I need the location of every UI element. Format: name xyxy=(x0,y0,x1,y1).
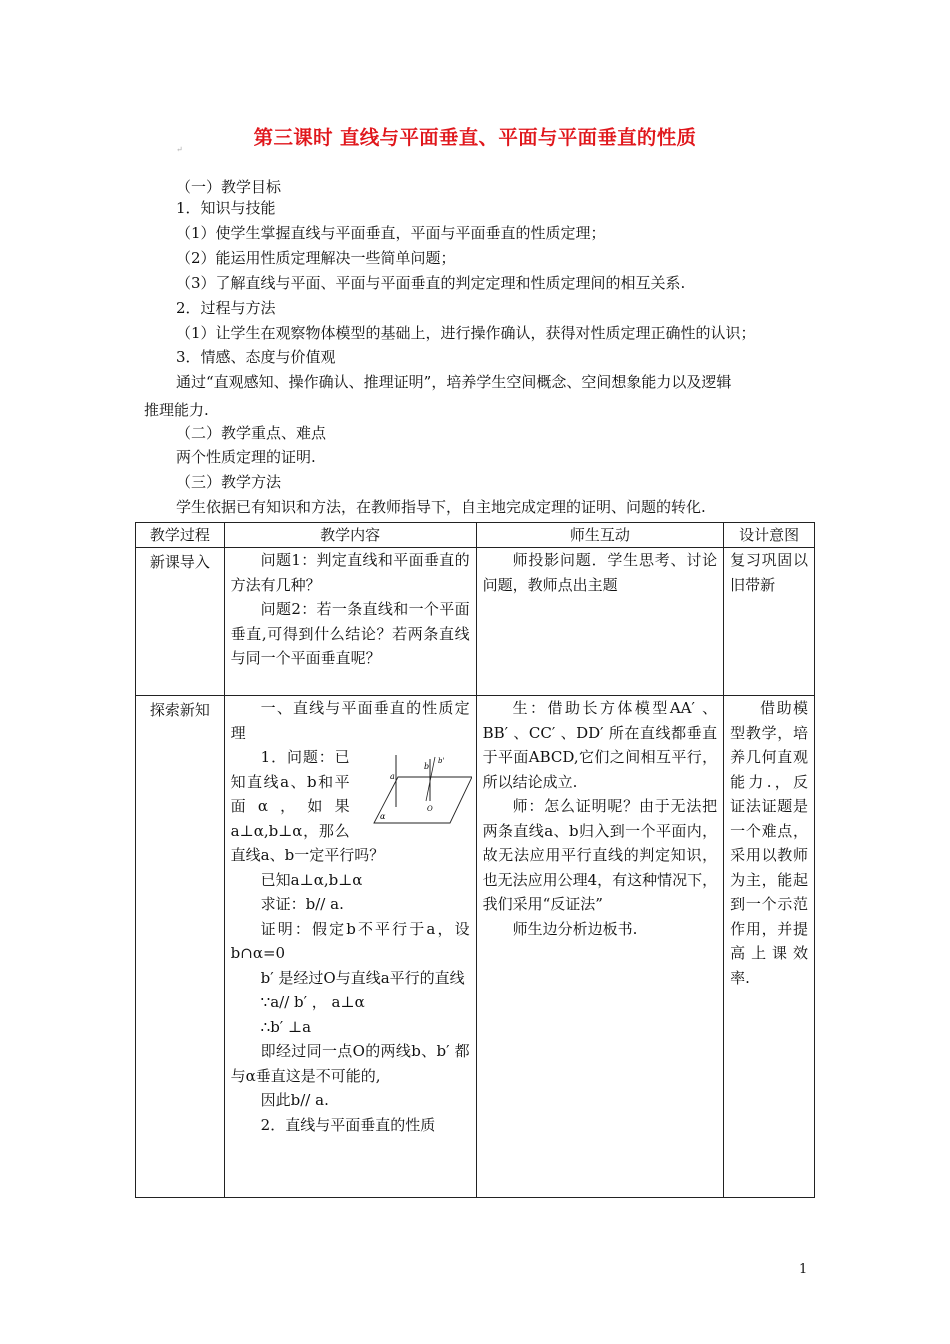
header-interaction: 师生互动 xyxy=(476,523,724,548)
section-heading: 一、直线与平面垂直的性质定理 xyxy=(230,699,470,742)
next-section: 2．直线与平面垂直的性质 xyxy=(260,1115,436,1134)
intent-cell xyxy=(724,696,815,1198)
table-header-row xyxy=(136,523,815,548)
intent-text: 复习巩固以旧带新 xyxy=(730,551,808,594)
table-row xyxy=(136,696,815,1198)
proof-because: ∵a// b′ ， a⊥α xyxy=(260,993,365,1011)
problem-statement: 1．问题：已知直线a、b和平面α，如果a⊥α,b⊥α，那么直线a、b一定平行吗？ xyxy=(230,748,385,864)
proof-bprime: b′ 是经过O与直线a平行的直线 xyxy=(260,968,465,987)
skills-heading: 1．知识与技能 xyxy=(176,199,276,217)
method-text: 学生依据已有知识和方法，在教师指导下，自主地完成定理的证明、问题的转化. xyxy=(176,498,706,516)
header-content: 教学内容 xyxy=(224,523,476,548)
question-2: 问题2：若一条直线和一个平面垂直,可得到什么结论？若两条直线与同一个平面垂直呢？ xyxy=(230,600,470,667)
skill-1: （1）使学生掌握直线与平面垂直，平面与平面垂直的性质定理； xyxy=(176,224,606,242)
paragraph-mark: ↵ xyxy=(176,145,183,154)
question-1: 问题1：判定直线和平面垂直的方法有几种？ xyxy=(230,551,470,594)
label-alpha: α xyxy=(379,812,385,821)
keypoints-text: 两个性质定理的证明. xyxy=(176,448,316,466)
emotion-text-line1: 通过“直观感知、操作确认、推理证明”，培养学生空间概念、空间想象能力以及逻辑 xyxy=(176,373,732,391)
plane-alpha xyxy=(374,777,472,823)
board-note: 师生边分析边板书. xyxy=(512,919,638,938)
keypoints-heading: （二）教学重点、难点 xyxy=(176,424,327,442)
table-row xyxy=(136,548,815,696)
proof-conclusion: 因此b// a. xyxy=(260,1091,329,1109)
emotion-text-line2: 推理能力. xyxy=(144,401,209,419)
process-1: （1）让学生在观察物体模型的基础上，进行操作确认，获得对性质定理正确性的认识； xyxy=(176,324,756,342)
skill-2: （2）能运用性质定理解决一些简单问题； xyxy=(176,249,456,267)
process-heading: 2．过程与方法 xyxy=(176,299,276,317)
label-b-prime: b' xyxy=(437,757,444,765)
label-o: O xyxy=(426,805,433,813)
page-number: 1 xyxy=(799,1262,808,1277)
content-cell xyxy=(224,548,476,696)
label-b: b xyxy=(423,762,429,771)
label-a: a xyxy=(389,772,395,781)
proof-start: 证明：假定b不平行于a，设b∩α=0 xyxy=(230,919,470,962)
emotion-heading: 3．情感、态度与价值观 xyxy=(176,348,336,366)
perpendicular-lines-figure xyxy=(354,749,472,827)
objectives-heading: （一）教学目标 xyxy=(176,178,282,196)
to-prove: 求证：b// a. xyxy=(260,895,344,913)
student-response: 生：借助长方体模型AA′ 、BB′ 、CC′ 、DD′ 所在直线都垂直于平面ABCD,它们之间相互平行，所以结论成立. xyxy=(482,699,718,791)
header-stage: 教学过程 xyxy=(136,523,225,548)
proof-contradiction: 即经过同一点O的两线b、b′ 都与α垂直这是不可能的, xyxy=(230,1042,470,1085)
stage-cell: 新课导入 xyxy=(136,548,225,696)
skill-3: （3）了解直线与平面、平面与平面垂直的判定定理和性质定理间的相互关系. xyxy=(176,274,686,292)
intent-text: 借助模型教学，培养几何直观能力.，反证法证题是一个难点，采用以教师为主，能起到一个示范作用，并提高上课效率. xyxy=(730,699,808,987)
given: 已知a⊥α,b⊥α xyxy=(260,870,363,889)
interaction-cell xyxy=(476,696,724,1198)
page-title: 第三课时 直线与平面垂直、平面与平面垂直的性质 xyxy=(253,126,697,149)
stage-cell: 探索新知 xyxy=(136,696,225,1198)
proof-therefore: ∴b′ ⊥a xyxy=(260,1017,312,1036)
lesson-table xyxy=(135,522,815,1198)
header-intent: 设计意图 xyxy=(724,523,815,548)
intent-cell xyxy=(724,548,815,696)
teacher-question: 师：怎么证明呢？由于无法把两条直线a、b归入到一个平面内，故无法应用平行直线的判定知识，也无法应用公理4，有这种情况下，我们采用“反证法” xyxy=(482,797,718,913)
content-cell xyxy=(224,696,476,1198)
method-heading: （三）教学方法 xyxy=(176,473,282,491)
interaction-text: 师投影问题．学生思考、讨论问题，教师点出主题 xyxy=(482,551,718,594)
interaction-cell xyxy=(476,548,724,696)
